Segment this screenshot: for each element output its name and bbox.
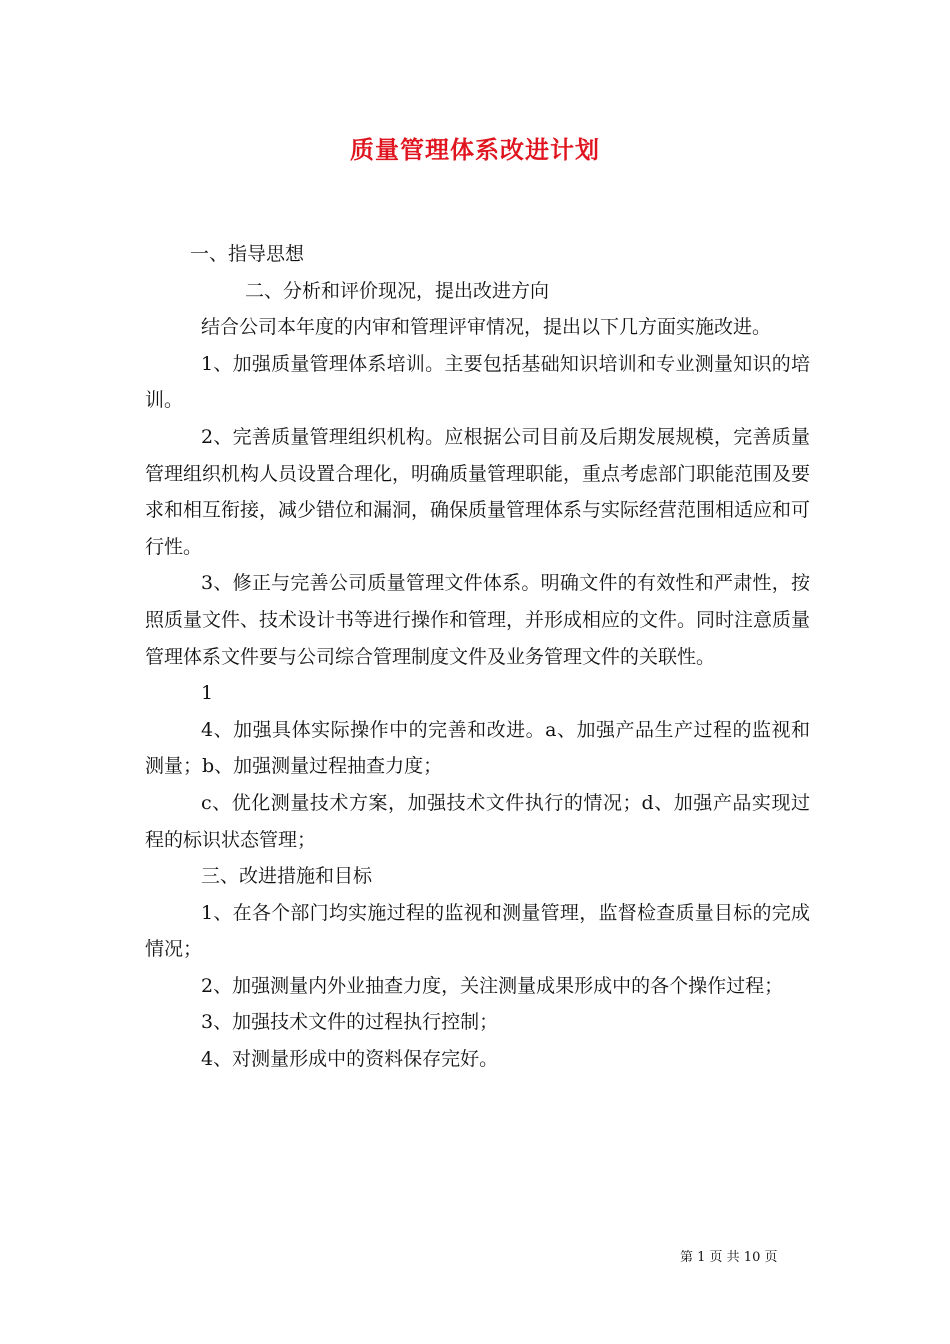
paragraph-item-4: 4、加强具体实际操作中的完善和改进。a、加强产品生产过程的监视和测量；b、加强测量过程抽查力度；: [145, 718, 810, 778]
paragraph-item-1: 1、加强质量管理体系培训。主要包括基础知识培训和专业测量知识的培训。: [145, 352, 810, 412]
paragraph-measure-1: 1、在各个部门均实施过程的监视和测量管理，监督检查质量目标的完成情况；: [145, 901, 810, 961]
paragraph-measure-4: 4、对测量形成中的资料保存完好。: [201, 1048, 499, 1071]
paragraph-intro: 结合公司本年度的内审和管理评审情况，提出以下几方面实施改进。: [201, 316, 772, 339]
document-title: 质量管理体系改进计划: [350, 135, 600, 164]
paragraph-measure-3: 3、加强技术文件的过程执行控制；: [201, 1011, 499, 1034]
paragraph-measure-2: 2、加强测量内外业抽查力度，关注测量成果形成中的各个操作过程；: [201, 974, 784, 997]
paragraph-item-4-continued: c、优化测量技术方案，加强技术文件执行的情况；d、加强产品实现过程的标识状态管理；: [145, 791, 810, 851]
paragraph-stray-number: 1: [201, 682, 214, 705]
paragraph-item-3: 3、修正与完善公司质量管理文件体系。明确文件的有效性和严肃性，按照质量文件、技术设计书等进行操作和管理，并形成相应的文件。同时注意质量管理体系文件要与公司综合管理制度文件及业务管理文件的关联性。: [145, 572, 811, 668]
document-body: [145, 236, 810, 1078]
heading-guiding-ideology: 一、指导思想: [190, 243, 305, 265]
heading-measures: 三、改进措施和目标: [201, 865, 373, 888]
heading-analysis: 二、分析和评价现况，提出改进方向: [245, 279, 550, 302]
paragraph-item-2: 2、完善质量管理组织机构。应根据公司目前及后期发展规模，完善质量管理组织机构人员设置合理化，明确质量管理职能，重点考虑部门职能范围及要求和相互衔接，减少错位和漏洞，确保质量管理体系与实际经营范围相适应和可行性。: [145, 425, 811, 558]
page-number: 第 1 页 共 10 页: [680, 1250, 778, 1265]
